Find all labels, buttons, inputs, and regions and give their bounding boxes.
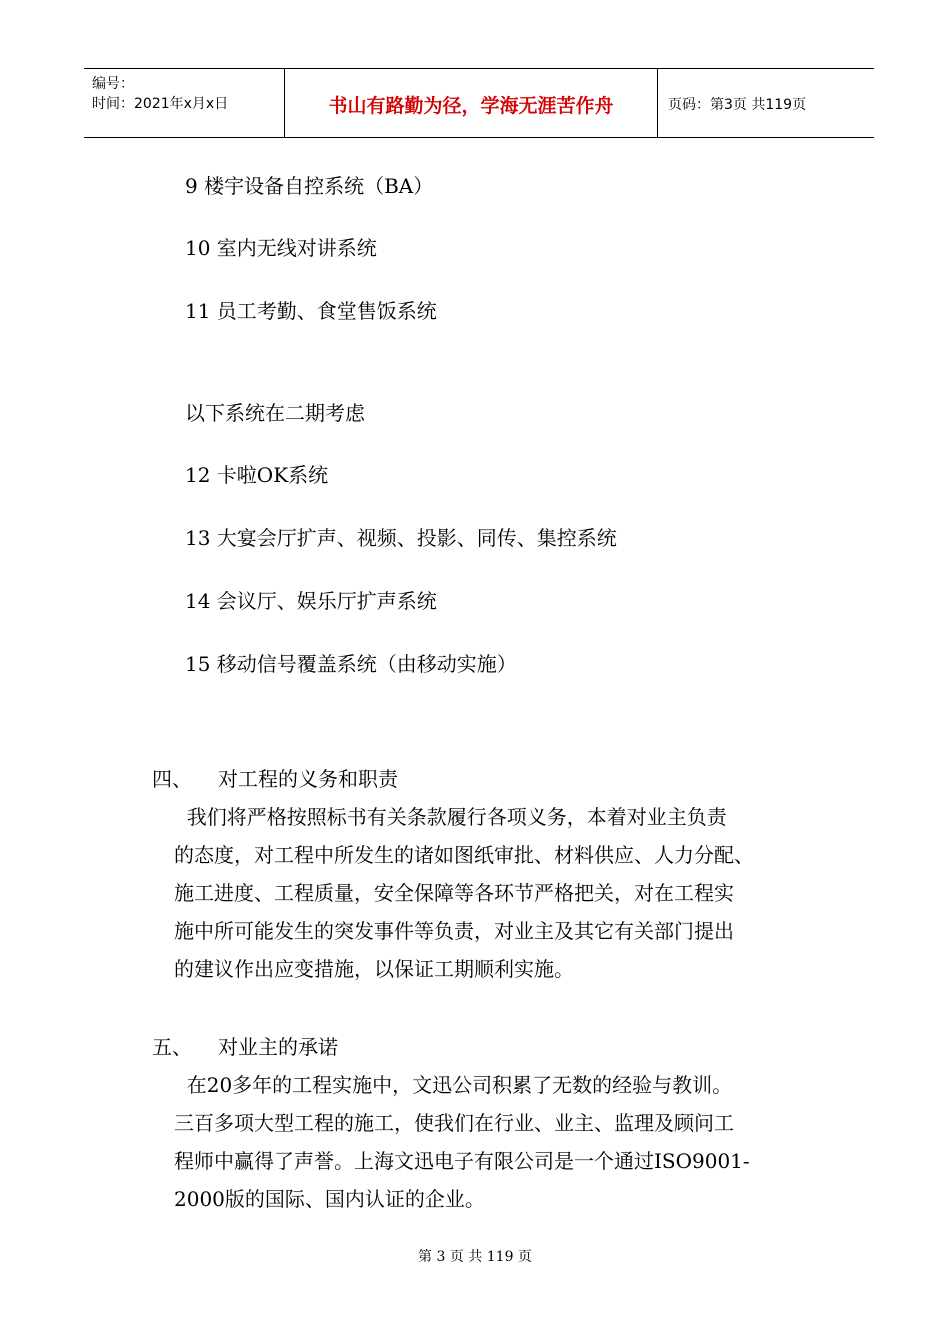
list-item: 10 室内无线对讲系统	[185, 236, 377, 260]
paragraph-line: 的态度，对工程中所发生的诸如图纸审批、材料供应、人力分配、	[174, 843, 754, 867]
section-4-heading	[152, 765, 398, 793]
list-item: 11 员工考勤、食堂售饭系统	[185, 299, 437, 323]
section-4-body	[174, 798, 838, 988]
paragraph-line: 施中所可能发生的突发事件等负责，对业主及其它有关部门提出	[174, 919, 734, 943]
header-motto-cell	[285, 69, 658, 137]
paragraph-line: 三百多项大型工程的施工，使我们在行业、业主、监理及顾问工	[174, 1111, 734, 1135]
header-motto: 书山有路勤为径，学海无涯苦作舟	[328, 95, 614, 117]
list-item: 9 楼宇设备自控系统（BA）	[185, 174, 434, 198]
header-meta	[84, 69, 285, 137]
paragraph-line: 施工进度、工程质量，安全保障等各环节严格把关，对在工程实	[174, 881, 734, 905]
section-number: 四、	[152, 767, 192, 791]
list-item: 15 移动信号覆盖系统（由移动实施）	[185, 652, 517, 676]
section-title: 对业主的承诺	[218, 1035, 338, 1059]
list-item: 12 卡啦OK系统	[185, 463, 329, 487]
section-5-heading	[152, 1033, 338, 1061]
paragraph-line: 的建议作出应变措施，以保证工期顺利实施。	[174, 957, 574, 981]
page-footer: 第 3 页 共 119 页	[418, 1249, 532, 1265]
section-number: 五、	[152, 1035, 192, 1059]
paragraph-line: 我们将严格按照标书有关条款履行各项义务，本着对业主负责	[174, 805, 727, 829]
paragraph-line: 程师中赢得了声誉。上海文迅电子有限公司是一个通过ISO9001-	[174, 1149, 750, 1173]
list-item: 13 大宴会厅扩声、视频、投影、同传、集控系统	[185, 526, 617, 550]
header-page-info: 页码：第3页 共119页	[668, 97, 807, 113]
time-label: 时间：2021年x月x日	[92, 96, 229, 112]
section-title: 对工程的义务和职责	[218, 767, 398, 791]
number-label: 编号：	[92, 76, 134, 92]
section-5-body	[174, 1066, 838, 1218]
paragraph-line: 2000版的国际、国内认证的企业。	[174, 1187, 485, 1211]
page-header	[84, 68, 874, 138]
list-item: 14 会议厅、娱乐厅扩声系统	[185, 589, 437, 613]
phase2-note: 以下系统在二期考虑	[185, 401, 365, 425]
header-page-cell	[658, 69, 874, 137]
paragraph-line: 在20多年的工程实施中，文迅公司积累了无数的经验与教训。	[174, 1073, 733, 1097]
